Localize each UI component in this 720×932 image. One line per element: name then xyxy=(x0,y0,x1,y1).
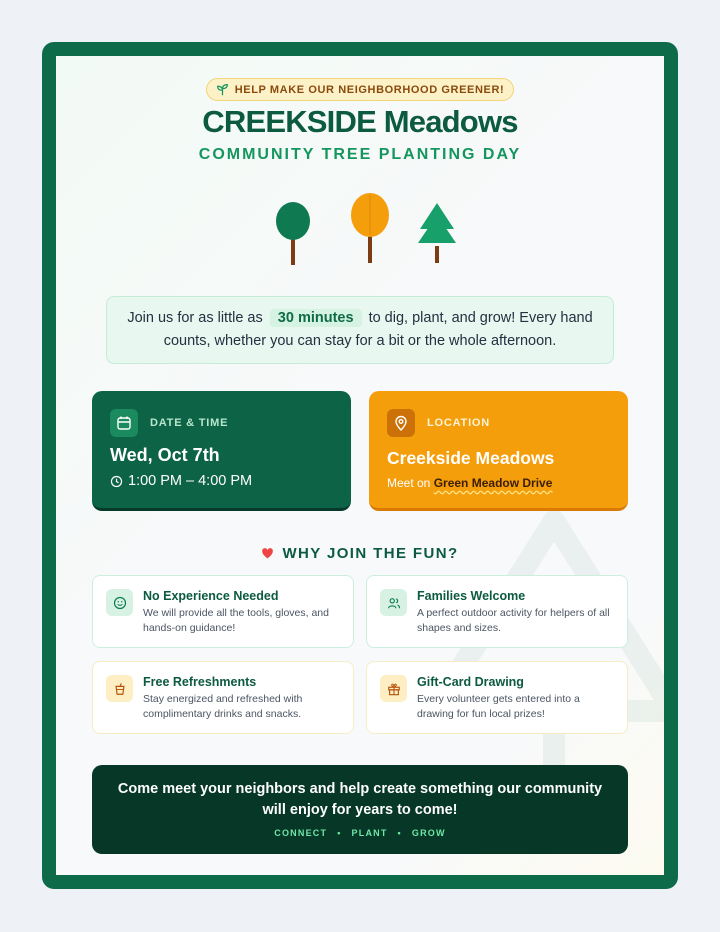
intro-text-start: Join us for as little as xyxy=(127,310,263,326)
feature-title: Families Welcome xyxy=(417,589,526,603)
clock-icon xyxy=(110,475,123,488)
closing-message: Come meet your neighbors and help create something our community will enjoy for years to come! xyxy=(117,781,603,818)
why-heading xyxy=(56,545,664,562)
feature-description: We will provide all the tools, gloves, and hands-on guidance! xyxy=(143,607,329,634)
feature-title: No Experience Needed xyxy=(143,589,279,603)
banner-badge xyxy=(206,78,514,101)
why-heading-text: WHY JOIN THE FUN? xyxy=(282,545,459,562)
smile-icon xyxy=(106,589,133,616)
event-time: 1:00 PM – 4:00 PM xyxy=(128,473,253,489)
poster-frame xyxy=(42,42,678,889)
round-tree-icon xyxy=(276,202,310,265)
sprout-icon xyxy=(216,83,229,96)
intro-box xyxy=(106,296,614,364)
banner-text: HELP MAKE OUR NEIGHBORHOOD GREENER! xyxy=(234,83,505,96)
meeting-prefix: Meet on xyxy=(387,476,431,490)
location-card xyxy=(369,391,628,511)
feature-description: Every volunteer gets entered into a drawing for fun local prizes! xyxy=(417,693,580,720)
pine-tree-icon xyxy=(418,203,456,263)
tagline xyxy=(92,828,628,838)
tagline-separator: • xyxy=(397,828,402,838)
tagline-item: CONNECT xyxy=(274,828,328,838)
feature-title: Gift-Card Drawing xyxy=(417,675,524,689)
feature-card-refreshments xyxy=(92,661,354,734)
tagline-item: PLANT xyxy=(351,828,388,838)
feature-card-families xyxy=(366,575,628,648)
trees-illustration xyxy=(268,191,468,271)
oval-tree-icon xyxy=(351,193,389,263)
date-time-label: DATE & TIME xyxy=(150,417,229,429)
closing-banner xyxy=(92,765,628,854)
event-time-row xyxy=(110,473,333,489)
users-icon xyxy=(380,589,407,616)
date-time-card xyxy=(92,391,351,511)
feature-card-gift-card xyxy=(366,661,628,734)
cup-icon xyxy=(106,675,133,702)
intro-text-end: to dig, plant, and grow! Every hand counts, whether you can stay for a bit or the whole afternoon. xyxy=(163,310,593,349)
page-subtitle: COMMUNITY TREE PLANTING DAY xyxy=(198,146,522,163)
map-pin-icon xyxy=(387,409,415,437)
page-title: CREEKSIDE Meadows xyxy=(202,104,518,139)
feature-description: A perfect outdoor activity for helpers of all shapes and sizes. xyxy=(417,607,610,634)
event-date: Wed, Oct 7th xyxy=(110,445,220,465)
duration-highlight: 30 minutes xyxy=(270,309,362,327)
meeting-point xyxy=(387,476,610,490)
location-name: Creekside Meadows xyxy=(387,448,555,468)
poster-card xyxy=(56,56,664,875)
feature-title: Free Refreshments xyxy=(143,675,257,689)
feature-card-no-experience xyxy=(92,575,354,648)
tagline-separator: • xyxy=(337,828,342,838)
meeting-street: Green Meadow Drive xyxy=(433,476,553,490)
location-label: LOCATION xyxy=(427,417,491,429)
gift-icon xyxy=(380,675,407,702)
calendar-icon xyxy=(110,409,138,437)
feature-description: Stay energized and refreshed with complimentary drinks and snacks. xyxy=(143,693,303,720)
heart-icon xyxy=(261,547,274,560)
tagline-item: GROW xyxy=(411,828,446,838)
